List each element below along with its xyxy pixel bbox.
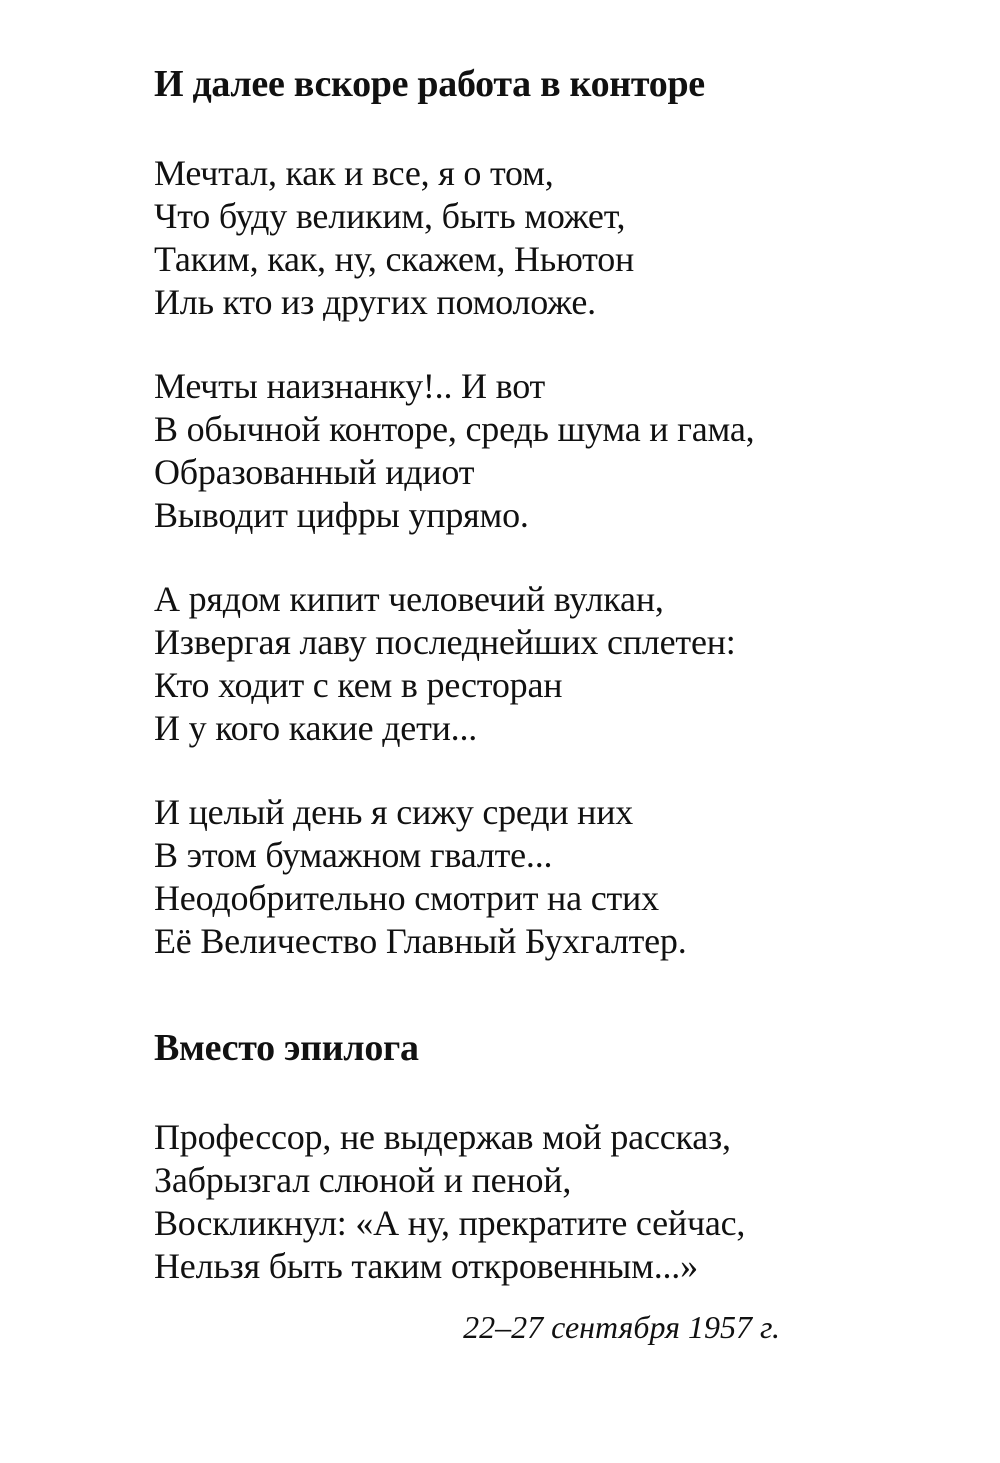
- stanza: [154, 152, 854, 324]
- stanza: [154, 791, 854, 963]
- poem-date: 22–27 сентября 1957 г.: [463, 1309, 780, 1345]
- poem-line: Неодобрительно смотрит на стих: [154, 878, 659, 918]
- stanza: [154, 578, 854, 750]
- poem-line: И целый день я сижу среди них: [154, 792, 634, 832]
- document-page: [154, 60, 854, 1347]
- poem-line: Воскликнул: «А ну, прекратите сейчас,: [154, 1203, 746, 1243]
- poem-line: А рядом кипит человечий вулкан,: [154, 579, 664, 619]
- poem-line: В обычной конторе, средь шума и гама,: [154, 409, 755, 449]
- poem-line: Таким, как, ну, скажем, Ньютон: [154, 239, 635, 279]
- poem-line: Мечтал, как и все, я о том,: [154, 153, 554, 193]
- poem-line: Нельзя быть таким откровенным...»: [154, 1246, 698, 1286]
- poem-line: Мечты наизнанку!.. И вот: [154, 366, 546, 406]
- poem-title: Вместо эпилога: [154, 1027, 419, 1069]
- poem-line: Профессор, не выдержав мой рассказ,: [154, 1117, 731, 1157]
- poem-title: И далее вскоре работа в конторе: [154, 63, 705, 105]
- stanza: [154, 365, 854, 537]
- poem-line: И у кого какие дети...: [154, 708, 478, 748]
- poem-line: Извергая лаву последнейших сплетен:: [154, 622, 736, 662]
- poem-line: Её Величество Главный Бухгалтер.: [154, 921, 687, 961]
- poem-line: Образованный идиот: [154, 452, 475, 492]
- poem-line: Забрызгал слюной и пеной,: [154, 1160, 572, 1200]
- poem-line: Иль кто из других помоложе.: [154, 282, 596, 322]
- poem-line: Что буду великим, быть может,: [154, 196, 626, 236]
- poem-line: Выводит цифры упрямо.: [154, 495, 529, 535]
- poem-line: Кто ходит с кем в ресторан: [154, 665, 563, 705]
- stanza: [154, 1116, 854, 1288]
- poem-line: В этом бумажном гвалте...: [154, 835, 553, 875]
